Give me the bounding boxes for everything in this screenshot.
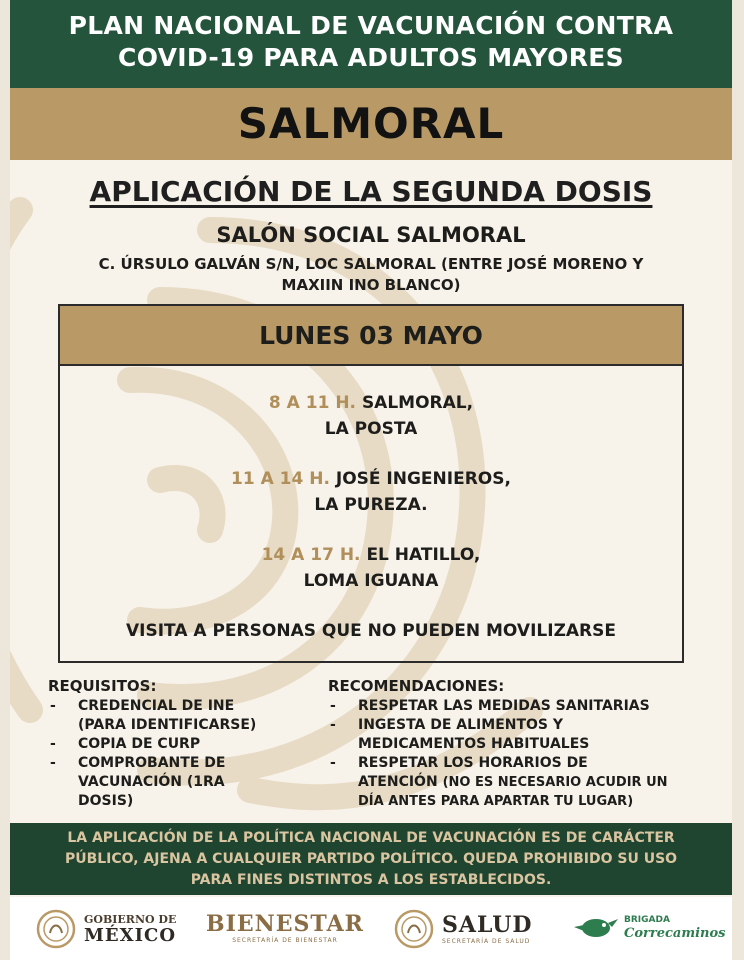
item-line: DOSIS) (78, 793, 134, 809)
item-line: VACUNACIÓN (1RA (78, 774, 225, 790)
venue-address (40, 254, 702, 296)
disclaimer-line-1: LA APLICACIÓN DE LA POLÍTICA NACIONAL DE VACUNACIÓN ES DE CARÁCTER (67, 830, 675, 846)
bienestar-logo (206, 911, 364, 945)
gobierno-line-1: GOBIERNO DE (84, 912, 177, 926)
bullet-dash: - (50, 736, 56, 752)
legal-disclaimer (10, 823, 732, 895)
slot-place-line-2: LA PUREZA. (314, 495, 428, 515)
item-line: RESPETAR LAS MEDIDAS SANITARIAS (358, 698, 650, 714)
slot-place-line-2: LA POSTA (324, 419, 418, 439)
requirements-title: REQUISITOS: (48, 677, 157, 695)
schedule-day: LUNES 03 MAYO (60, 306, 682, 366)
slot-place: JOSÉ INGENIEROS, (335, 469, 511, 489)
item-line: COMPROBANTE DE (78, 755, 226, 771)
item-line: RESPETAR LOS HORARIOS DE (358, 755, 588, 771)
slot-place-line-2: LOMA IGUANA (303, 571, 439, 591)
list-item (328, 754, 718, 811)
list-item (48, 697, 308, 735)
bienestar-sub: SECRETARÍA DE BIENESTAR (232, 937, 338, 944)
brigada-correcaminos-logo (570, 913, 725, 943)
venue-name: SALÓN SOCIAL SALMORAL (216, 223, 526, 247)
salud-sub: SECRETARÍA DE SALUD (442, 938, 531, 945)
item-line: MEDICAMENTOS HABITUALES (358, 736, 590, 752)
gobierno-de-mexico-logo (36, 909, 176, 949)
brigada-line-1: BRIGADA (624, 915, 670, 925)
national-seal-icon (394, 909, 434, 949)
list-item (328, 716, 718, 754)
slot-place: EL HATILLO, (366, 545, 481, 565)
item-note: (NO ES NECESARIO ACUDIR UN (442, 775, 668, 790)
schedule-slot (60, 466, 682, 518)
header-line-2: COVID-19 PARA ADULTOS MAYORES (118, 43, 624, 72)
item-line: INGESTA DE ALIMENTOS Y (358, 717, 564, 733)
list-item (328, 697, 718, 716)
salud-name: SALUD (442, 912, 533, 938)
list-item (48, 735, 308, 754)
disclaimer-line-3: PARA FINES DISTINTOS A LOS ESTABLECIDOS. (190, 872, 552, 888)
slot-place: SALMORAL, (361, 393, 474, 413)
slot-time: 11 A 14 H. (231, 469, 330, 489)
recommendations-title: RECOMENDACIONES: (328, 677, 505, 695)
item-line: ATENCIÓN (358, 774, 438, 790)
requirements-list (48, 677, 308, 811)
disclaimer-line-2: PÚBLICO, AJENA A CUALQUIER PARTIDO POLÍTICO. QUEDA PROHIBIDO SU USO (64, 851, 678, 867)
schedule-box (58, 304, 684, 663)
item-line: CREDENCIAL DE INE (78, 698, 235, 714)
address-line-2: MAXIIN INO BLANCO) (281, 276, 461, 294)
poster (10, 0, 732, 960)
address-line-1: C. ÚRSULO GALVÁN S/N, LOC SALMORAL (ENTRE JOSÉ MORENO Y (98, 255, 644, 273)
recommendations-list (328, 677, 718, 811)
bullet-dash: - (330, 698, 336, 714)
national-seal-icon (36, 909, 76, 949)
gobierno-line-2: MÉXICO (84, 924, 177, 946)
bullet-dash: - (330, 717, 336, 733)
slot-time: 8 A 11 H. (268, 393, 357, 413)
bullet-dash: - (50, 698, 56, 714)
item-line: (PARA IDENTIFICARSE) (78, 717, 257, 733)
schedule-slot (60, 542, 682, 594)
schedule-slot (60, 390, 682, 442)
roadrunner-icon (570, 913, 620, 943)
item-note: DÍA ANTES PARA APARTAR TU LUGAR) (358, 794, 634, 809)
dose-title: APLICACIÓN DE LA SEGUNDA DOSIS (89, 175, 653, 208)
bienestar-name: BIENESTAR (206, 911, 364, 937)
header-line-1: PLAN NACIONAL DE VACUNACIÓN CONTRA (68, 11, 674, 40)
campaign-header (10, 0, 732, 88)
town-name: SALMORAL (10, 88, 732, 160)
item-line: COPIA DE CURP (78, 736, 201, 752)
bullet-dash: - (330, 755, 336, 771)
list-item (48, 754, 308, 811)
home-visit-note: VISITA A PERSONAS QUE NO PUEDEN MOVILIZARSE (126, 621, 616, 641)
bullet-dash: - (50, 755, 56, 771)
salud-logo (394, 909, 533, 949)
brigada-line-2: Correcaminos (624, 926, 726, 941)
logo-strip (10, 897, 732, 960)
slot-time: 14 A 17 H. (261, 545, 361, 565)
